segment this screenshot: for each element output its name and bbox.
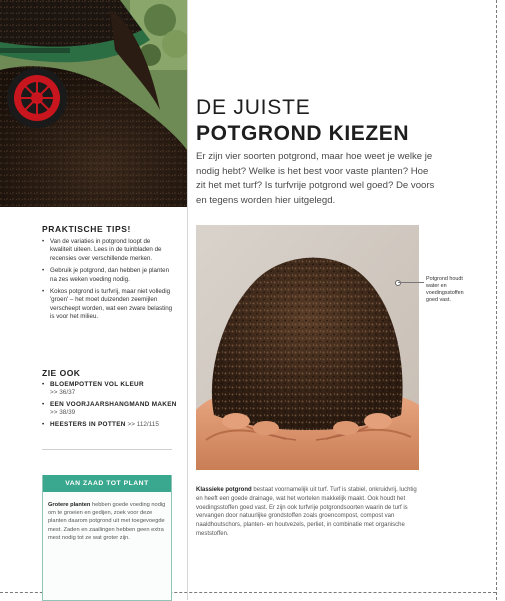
tips-list xyxy=(42,238,174,326)
intro-paragraph: Er zijn vier soorten potgrond, maar hoe weet je welke je nodig hebt? Welke is het best voor vaste planten? Hoe zit het met turf? Is turfvrije potgrond wel goed? De voors en tegens worden hier uitgelegd. xyxy=(196,151,435,206)
seed-box xyxy=(42,475,172,601)
hands-soil-photo xyxy=(196,225,419,470)
list-item: • Van de variaties in potgrond loopt de kwaliteit uiteen. Lees in de tuinbladen de recensies over verschillende merken. xyxy=(42,238,174,263)
seed-box-text: Grotere planten hebben goede voeding nodig om te groeien en gedijen, zoek voor deze planten daarom potgrond uit met toegevoegde mest. Zaden en zaailingen hebben geen extra mest nodig tot ze wat groter zijn. xyxy=(48,502,166,541)
page-title-line1: DE JUISTE xyxy=(196,96,311,119)
see-also-title: ZIE OOK xyxy=(42,368,81,378)
page-title-line2: POTGROND KIEZEN xyxy=(196,122,410,145)
sidebar-divider xyxy=(42,449,172,450)
see-also-link[interactable]: • HEESTERS IN POTTEN >> 112/115 xyxy=(42,421,178,429)
callout-leader-line xyxy=(398,282,424,283)
photo-caption: Potgrond houdt water en voedingsstoffen goed vast. xyxy=(426,276,464,303)
column-divider xyxy=(187,0,188,600)
crop-line-right xyxy=(496,0,497,600)
see-also-link[interactable]: • EEN VOORJAARSHANGMAND MAKEN >> 38/39 xyxy=(42,401,178,418)
wheelbarrow-photo xyxy=(0,0,187,207)
seed-box-title: VAN ZAAD TOT PLANT xyxy=(43,475,171,492)
list-item: • Kokos potgrond is turfvrij, maar niet volledig 'groen' – het moet duizenden zeemijlen verscheept worden, wat een zware belasting is voor het milieu. xyxy=(42,288,174,322)
see-also-link[interactable]: • BLOEMPOTTEN VOL KLEUR >> 36/37 xyxy=(42,381,178,398)
see-also-list xyxy=(42,381,178,432)
tips-title: PRAKTISCHE TIPS! xyxy=(42,224,131,234)
list-item: • Gebruik je potgrond, dan hebben je planten na zes weken voeding nodig. xyxy=(42,267,174,284)
body-paragraph: Klassieke potgrond bestaat voornamelijk uit turf. Turf is stabiel, onkruidvrij, luchtig en heeft een goede drainage, wat het wortelen makkelijk maakt. Ook houdt het voedingsstoffen goed vast. Er zijn ook turfvrije potgrondsoorten waarin de turf is vervangen door natuurlijke grondstoffen zoals groencompost, compost van naaldhoutschors, planten- en houtvezels, perliet, in combinatie met organische meststoffen. xyxy=(196,487,417,537)
callout-marker xyxy=(395,280,401,286)
